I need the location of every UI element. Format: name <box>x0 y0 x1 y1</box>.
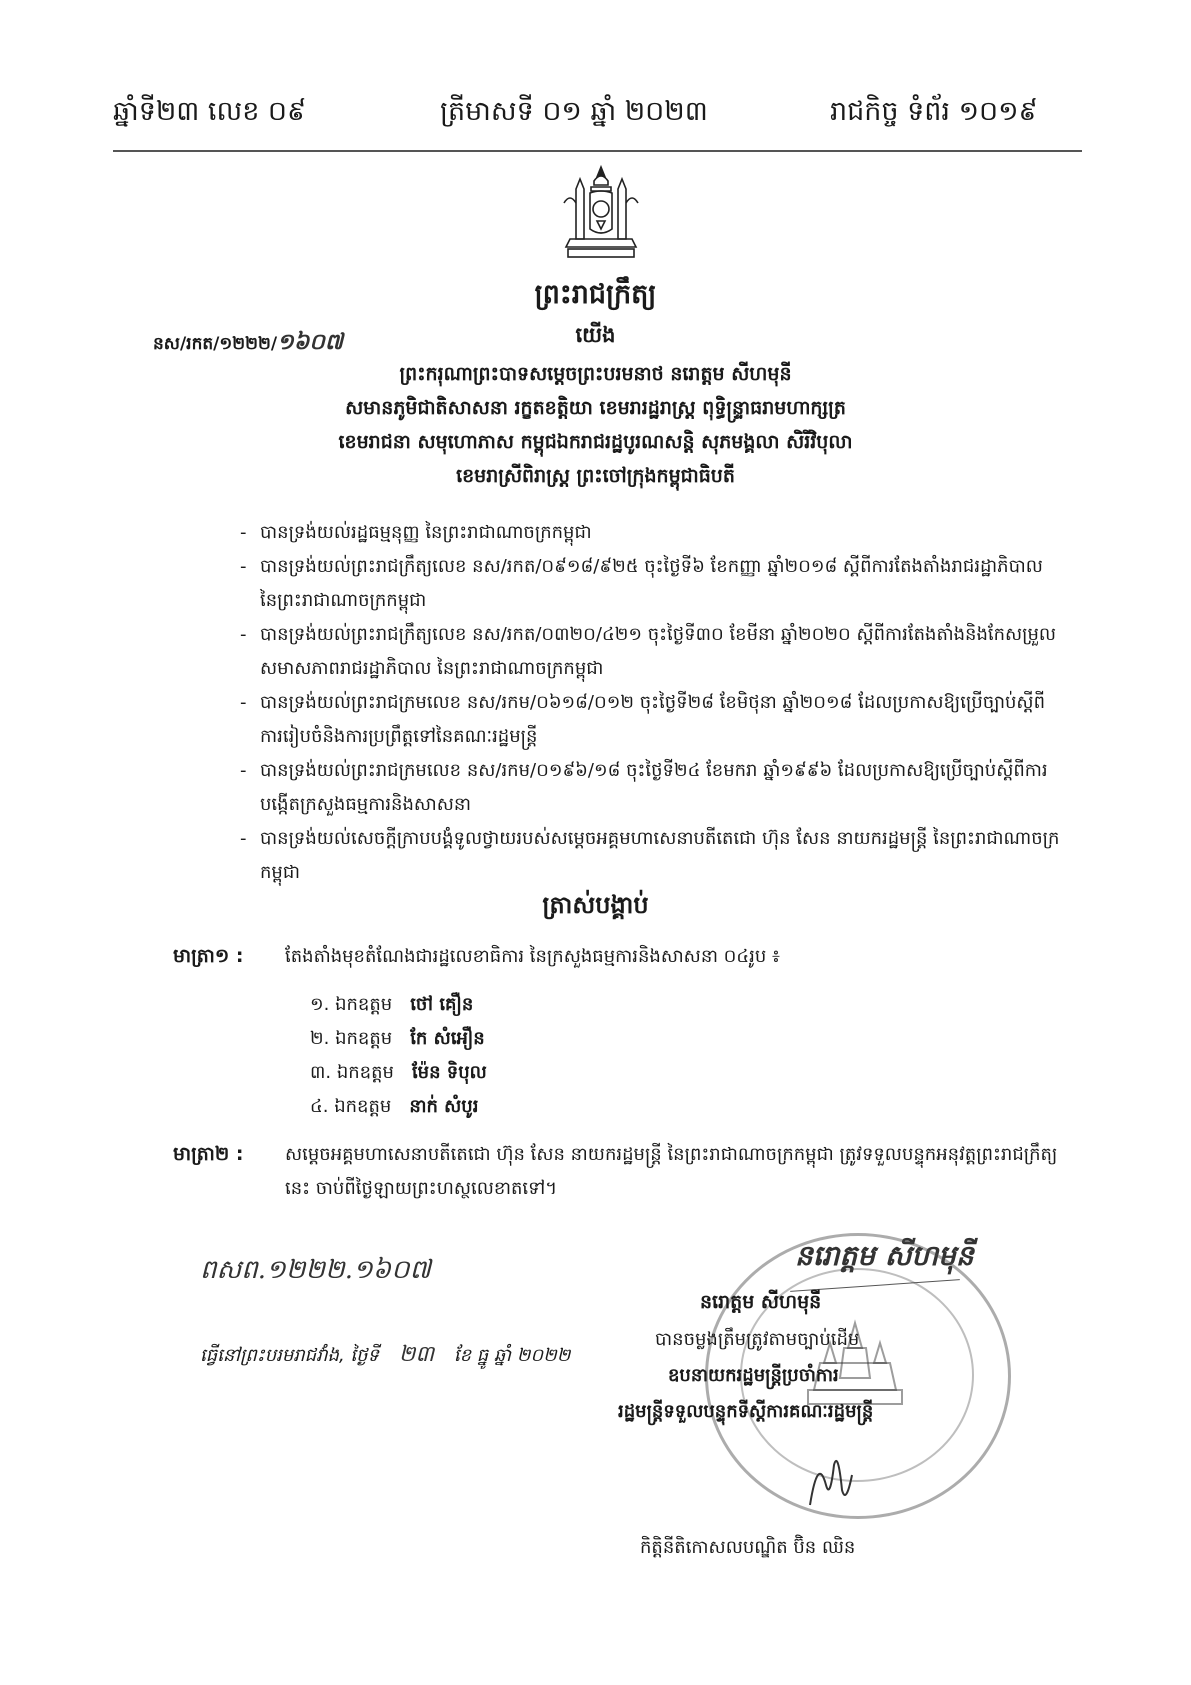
appointee-number: ៤. ឯកឧត្តម <box>310 1096 392 1117</box>
header-divider <box>113 150 1082 152</box>
certified-copy-note: បានចម្លងត្រឹមត្រូវតាមច្បាប់ដើម <box>655 1329 860 1350</box>
appointee-item <box>310 1060 487 1087</box>
month-year-text: ខែ ធ្នូ ឆ្នាំ ២០២២ <box>453 1345 571 1366</box>
handwritten-registration-code: ពសព.១២២២.១៦០៧ <box>200 1255 431 1285</box>
appointee-name: ថៅ គឿន <box>410 994 474 1015</box>
appointee-item <box>310 1094 478 1121</box>
we-heading: យើង <box>575 323 616 347</box>
deputy-prime-minister-title: ឧបនាយករដ្ឋមន្ត្រីប្រចាំការ <box>668 1365 839 1386</box>
appointee-item <box>310 1026 485 1053</box>
gazette-date: ត្រីមាសទី ០១ ឆ្នាំ ២០២៣ <box>440 96 708 127</box>
list-item: - បានទ្រង់យល់សេចក្តីក្រាបបង្គំទូលថ្វាយរបស់សម្តេចអគ្គមហាសេនាបតីតេជោ ហ៊ុន សែន នាយករដ្ឋមន្ត្រី នៃព្រះរាជាណាចក្រកម្ពុជា <box>240 828 1060 883</box>
decree-heading: ត្រាស់បង្គាប់ <box>542 891 649 919</box>
reference-handwritten: ១៦០៧ <box>277 329 343 355</box>
list-item: - បានទ្រង់យល់ព្រះរាជក្រមលេខ នស/រកម/០១៩៦/១៨ ចុះថ្ងៃទី២៤ ខែមករា ឆ្នាំ១៩៩៦ ដែលប្រកាសឱ្យប្រើច្បាប់ស្តីពីការបង្កើតក្រសួងធម្មការនិងសាសនា <box>240 760 1048 815</box>
minister-title: រដ្ឋមន្ត្រីទទួលបន្ទុកទីស្តីការគណៈរដ្ឋមន្ត្រី <box>618 1401 874 1422</box>
appointee-item <box>310 992 473 1019</box>
consideration-text: បានទ្រង់យល់ព្រះរាជក្រឹត្យលេខ នស/រកត/០៣២០/៤២១ ចុះថ្ងៃទី៣០ ខែមីនា ឆ្នាំ២០២០ ស្តីពីការតែងតាំងនិងកែសម្រួលសមាសភាពរាជរដ្ឋាភិបាល នៃព្រះរាជាណាចក្រកម្ពុជា <box>260 624 1057 679</box>
appointee-name: ម៉ែន ទិបុល <box>411 1062 487 1083</box>
list-item: - បានទ្រង់យល់រដ្ឋធម្មនុញ្ញ នៃព្រះរាជាណាចក្រកម្ពុជា <box>240 522 592 543</box>
appointee-number: ១. ឯកឧត្តម <box>310 994 393 1015</box>
preamble-line: សមានភូមិជាតិសាសនា រក្ខតខត្តិយា ខេមរារដ្ឋរាស្ត្រ ពុទ្ធិន្ទ្រាធរាមហាក្សត្រ <box>345 397 846 419</box>
document-title: ព្រះរាជក្រឹត្យ <box>534 279 657 310</box>
appointee-name: នាក់ សំបូរ <box>409 1096 479 1117</box>
gazette-year-issue: ឆ្នាំទី២៣ លេខ ០៩ <box>113 96 307 127</box>
considerations-list <box>240 516 1060 890</box>
preamble-line: ព្រះករុណាព្រះបាទសម្តេចព្រះបរមនាថ នរោត្តម សីហមុនី <box>399 363 792 385</box>
place-date-text: ធ្វើនៅព្រះបរមរាជវាំង, ថ្ងៃទី <box>200 1345 379 1366</box>
article2-text: សម្តេចអគ្គមហាសេនាបតីតេជោ ហ៊ុន សែន នាយករដ្ឋមន្ត្រី នៃព្រះរាជាណាចក្រកម្ពុជា ត្រូវទទួលបន្ទុកអនុវត្តព្រះរាជក្រឹត្យនេះ ចាប់ពីថ្ងៃឡាយព្រះហស្ថលេខាតទៅ។ <box>285 1144 1058 1199</box>
list-item: - បានទ្រង់យល់ព្រះរាជក្រឹត្យលេខ នស/រកត/០៣២០/៤២១ ចុះថ្ងៃទី៣០ ខែមីនា ឆ្នាំ២០២០ ស្តីពីការតែងតាំងនិងកែសម្រួលសមាសភាពរាជរដ្ឋាភិបាល នៃព្រះរាជាណាចក្រកម្ពុជា <box>240 624 1057 679</box>
list-item: - បានទ្រង់យល់ព្រះរាជក្រឹត្យលេខ នស/រកត/០៩១៨/៩២៥ ចុះថ្ងៃទី៦ ខែកញ្ញា ឆ្នាំ២០១៨ ស្តីពីការតែងតាំងរាជរដ្ឋាភិបាល នៃព្រះរាជាណាចក្រកម្ពុជា <box>240 556 1043 611</box>
article2-label: មាត្រា២ : <box>173 1143 244 1165</box>
appointee-number: ៣. ឯកឧត្តម <box>310 1062 394 1083</box>
consideration-text: បានទ្រង់យល់ព្រះរាជក្រឹត្យលេខ នស/រកត/០៩១៨/៩២៥ ចុះថ្ងៃទី៦ ខែកញ្ញា ឆ្នាំ២០១៨ ស្តីពីការតែងតាំងរាជរដ្ឋាភិបាល នៃព្រះរាជាណាចក្រកម្ពុជា <box>260 556 1043 611</box>
list-item: - បានទ្រង់យល់ព្រះរាជក្រមលេខ នស/រកម/០៦១៨/០១២ ចុះថ្ងៃទី២៨ ខែមិថុនា ឆ្នាំ២០១៨ ដែលប្រកាសឱ្យប្រើច្បាប់ស្តីពីការរៀបចំនិងការប្រព្រឹត្តទៅនៃគណៈរដ្ឋមន្ត្រី <box>240 692 1045 747</box>
gazette-page: រាជកិច្ច ទំព័រ ១០១៩ <box>830 96 1038 127</box>
place-date-line <box>200 1340 570 1372</box>
royal-coat-of-arms-icon <box>556 163 646 263</box>
article1-label: មាត្រា១ : <box>173 945 244 967</box>
appointee-number: ២. ឯកឧត្តម <box>310 1028 393 1049</box>
royal-handwritten-signature: នរោត្តម សីហមុនី <box>795 1239 974 1272</box>
minister-signature-icon <box>800 1445 860 1515</box>
article1-text: តែងតាំងមុខតំណែងជារដ្ឋលេខាធិការ នៃក្រសួងធម្មការនិងសាសនា ០៤រូប ៖ <box>285 946 780 967</box>
preamble-line: ខេមរាជនា សមុហោភាស កម្ពុជឯករាជរដ្ឋបូរណសន្តិ សុភមង្គលា សិរីវិបុលា <box>338 431 853 453</box>
appointee-name: កែ សំអឿន <box>410 1028 485 1049</box>
minister-name: កិត្តិនីតិកោសលបណ្ឌិត ប៊ិន ឈិន <box>640 1537 856 1558</box>
reference-prefix: នស/រកត/១២២២/ <box>153 334 278 354</box>
handwritten-day: ២៣ <box>398 1342 435 1367</box>
consideration-text: បានទ្រង់យល់រដ្ឋធម្មនុញ្ញ នៃព្រះរាជាណាចក្រកម្ពុជា <box>260 522 592 543</box>
consideration-text: បានទ្រង់យល់សេចក្តីក្រាបបង្គំទូលថ្វាយរបស់សម្តេចអគ្គមហាសេនាបតីតេជោ ហ៊ុន សែន នាយករដ្ឋមន្ត្រី នៃព្រះរាជាណាចក្រកម្ពុជា <box>260 828 1060 883</box>
preamble-line: ខេមរាស្រីពិរាស្ត្រ ព្រះចៅក្រុងកម្ពុជាធិបតី <box>456 465 735 487</box>
consideration-text: បានទ្រង់យល់ព្រះរាជក្រមលេខ នស/រកម/០១៩៦/១៨ ចុះថ្ងៃទី២៤ ខែមករា ឆ្នាំ១៩៩៦ ដែលប្រកាសឱ្យប្រើច្បាប់ស្តីពីការបង្កើតក្រសួងធម្មការនិងសាសនា <box>260 760 1048 815</box>
consideration-text: បានទ្រង់យល់ព្រះរាជក្រមលេខ នស/រកម/០៦១៨/០១២ ចុះថ្ងៃទី២៨ ខែមិថុនា ឆ្នាំ២០១៨ ដែលប្រកាសឱ្យប្រើច្បាប់ស្តីពីការរៀបចំនិងការប្រព្រឹត្តទៅនៃគណៈរដ្ឋមន្ត្រី <box>260 692 1045 747</box>
king-name: នរោត្តម សីហមុនី <box>700 1291 822 1313</box>
